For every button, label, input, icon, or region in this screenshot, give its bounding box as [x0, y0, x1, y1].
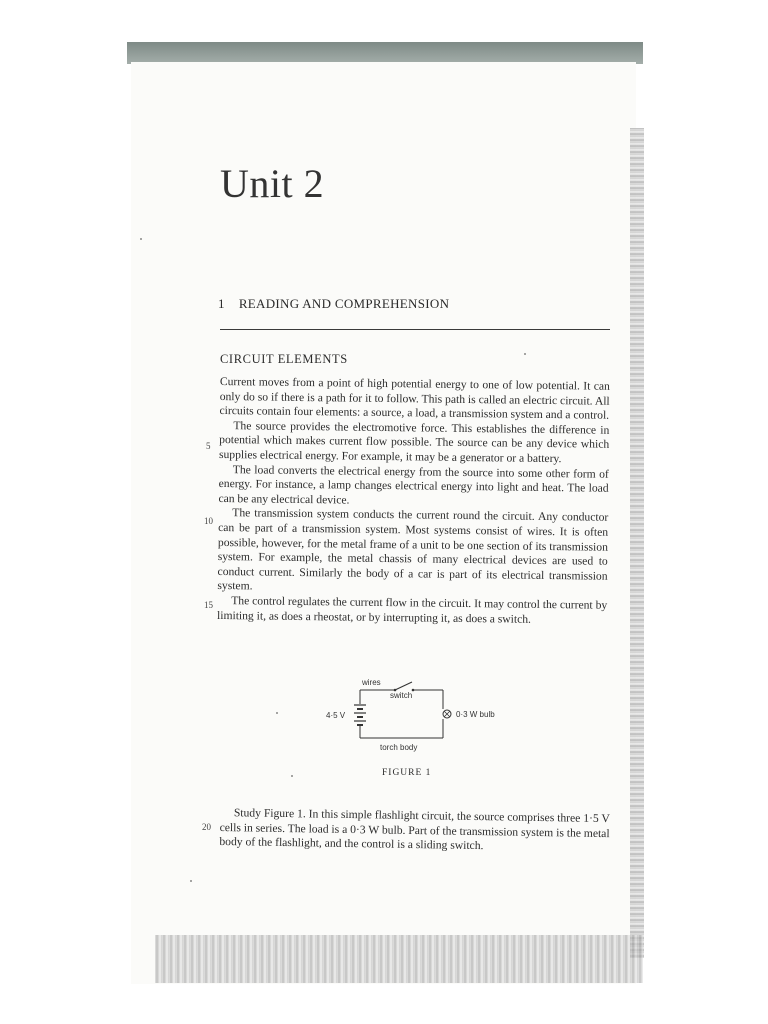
paragraph-transmission: The transmission system conducts the current round the circuit. Any conductor can be part of a transmission system. Most systems consist of wires. It is often possible, however, for the metal frame of a unit to be one section of its transmission system. For example, the metal chassis of many electrical devices are used to conduct current. Similarly the body of a car is part of its electrical transmission system.	[217, 506, 609, 593]
label-torch-body: torch body	[380, 743, 418, 752]
paragraph-load: The load converts the electrical energy from the source into some other form of energy. For instance, a lamp changes electrical energy into light and heat. The load can be any electrical device.	[218, 462, 609, 507]
circuit-figure	[320, 676, 510, 756]
section-heading	[218, 296, 449, 312]
line-number-20: 20	[202, 822, 211, 832]
subheading: CIRCUIT ELEMENTS	[220, 352, 348, 366]
page-edge-right	[630, 128, 644, 958]
label-wires: wires	[362, 678, 381, 687]
label-bulb: 0·3 W bulb	[456, 710, 495, 719]
page-edge-bottom	[155, 935, 643, 983]
switch-blade	[395, 682, 412, 690]
label-switch: switch	[390, 691, 413, 700]
section-rule	[220, 329, 610, 330]
line-number-15: 15	[204, 600, 213, 610]
figure-caption: FIGURE 1	[382, 768, 432, 778]
section-number: 1	[218, 296, 225, 311]
scan-speck	[140, 238, 142, 240]
body-text	[217, 375, 610, 628]
paragraph-intro: Current moves from a point of high potential energy to one of low potential. It can only do so if there is a path for it to follow. This path is called an electric circuit. All circuits contain four elements: a source, a load, a transmission system and a control.	[219, 375, 610, 422]
label-voltage: 4·5 V	[326, 711, 346, 720]
section-title: READING AND COMPREHENSION	[238, 296, 450, 311]
study-paragraph: Study Figure 1. In this simple flashlight circuit, the source comprises three 1·5 V cells in series. The load is a 0·3 W bulb. Part of the transmission system is the metal body of the flashlight, and the control is a sliding switch.	[219, 806, 610, 853]
scan-speck	[524, 353, 526, 355]
unit-title: Unit 2	[220, 161, 325, 206]
scan-speck	[291, 775, 293, 777]
scan-top-band	[127, 42, 643, 64]
scan-speck	[190, 880, 192, 882]
line-number-5: 5	[206, 441, 211, 451]
paragraph-source: The source provides the electromotive force. This establishes the difference in potential which makes current flow possible. The source can be any device which supplies electrical energy. For example, it may be a generator or a battery.	[218, 418, 610, 466]
scan-speck	[276, 712, 278, 714]
paragraph-control: The control regulates the current flow in the circuit. It may control the current by limiting it, as does a rheostat, or by interrupting it, as does a switch.	[216, 594, 608, 626]
circuit-diagram	[320, 676, 510, 756]
line-number-10: 10	[204, 516, 213, 526]
